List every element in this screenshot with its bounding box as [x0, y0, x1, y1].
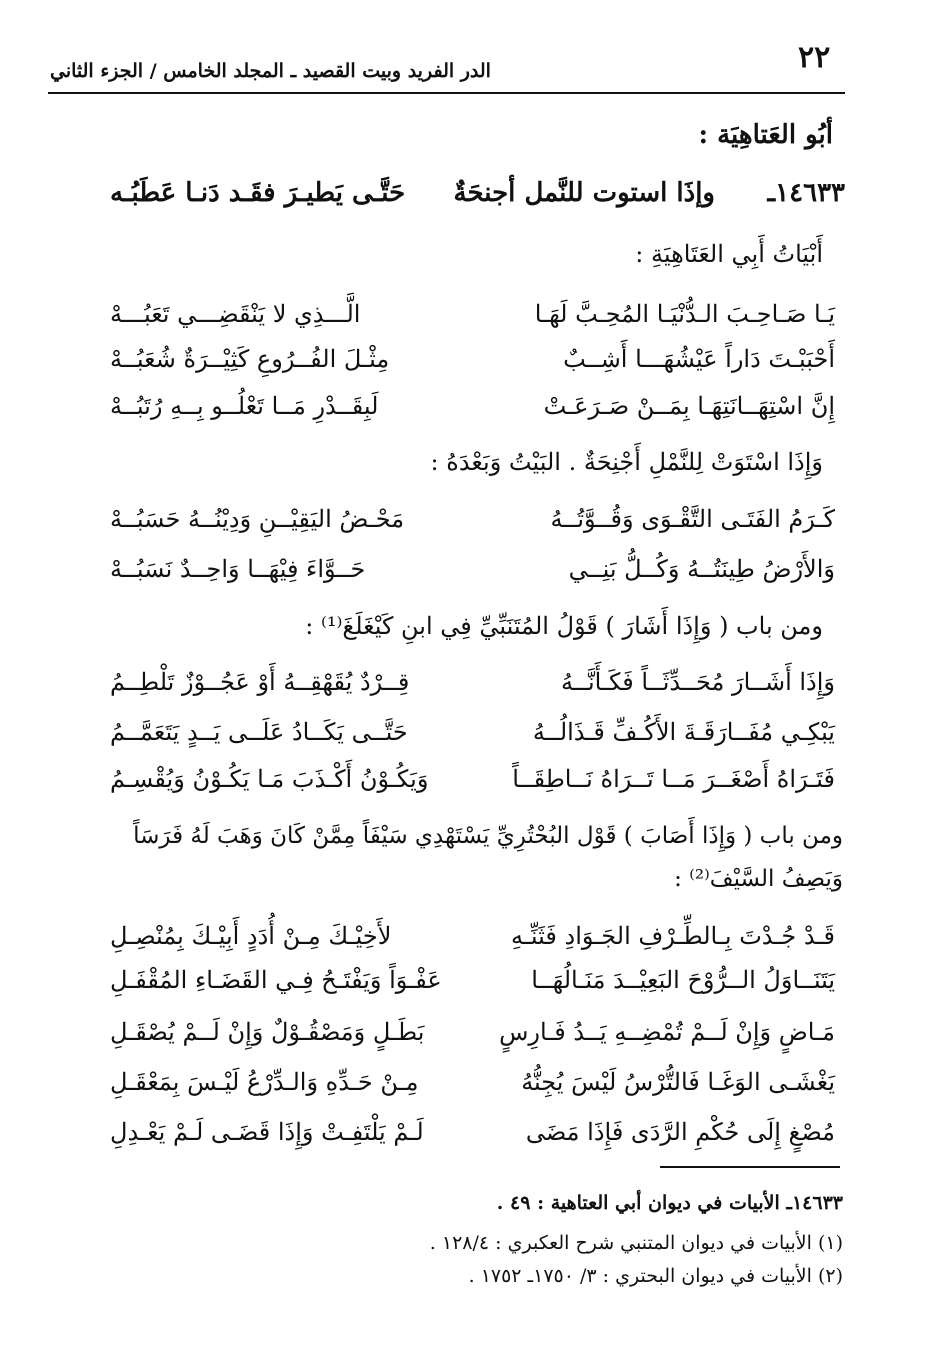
hemistich-first: فَتَـرَاهُ أَصْغَــرَ مَــا تَــرَاهُ نَــاطِقَــاً	[512, 765, 835, 793]
hemistich-first: قَـدْ جُـدْتَ بِـالطِّـرْفِ الجَـوَادِ فَثَنِّـهِ	[511, 922, 835, 950]
running-title: الدر الفريد وبيت القصيد ـ المجلد الخامس / الجزء الثاني	[50, 60, 491, 82]
hemistich-first: كَـرَمُ الفَتَـى التَّقْـوَى وَقُــوَّتُــهُ	[550, 505, 835, 533]
hemistich-second: قِــرْدٌ يُقَهْقِــهُ أَوْ عَجُــوْزٌ تَلْطِــمُ	[110, 668, 410, 696]
page-number: ٢٢	[798, 40, 831, 75]
intro-text: أَبْيَاتُ أَبِي العَتَاهِيَةِ :	[635, 240, 823, 268]
verse-line	[100, 555, 835, 595]
hemistich-second: مَحْـضُ اليَقِيْــنِ وَدِيْنُــهُ حَسَبُــهْ	[110, 505, 405, 533]
verse-line	[100, 966, 835, 1006]
hemistich-second: عَفْـوَاً وَيَفْتَـحُ فِـي القَضَـاءِ المُقْفَـلِ	[110, 966, 442, 994]
header-divider	[48, 92, 845, 94]
verse-line	[100, 300, 835, 340]
verse-line	[100, 922, 835, 962]
verse-line	[100, 668, 835, 708]
hemistich-second: لَبِقَــدْرِ مَــا تَعْلُــو بِــهِ رُتَبُــهْ	[110, 392, 379, 420]
hemistich-first: يَبْكِـي مُفَــارَقَـةَ الأَكُـفِّ قَـذَالُــهُ	[532, 718, 835, 746]
hemistich-first: يَتَنَــاوَلُ الــرُّوْحَ البَعِيْــدَ مَنَـالُهَــا	[531, 966, 835, 994]
hemistich-first: مُصْغٍ إِلَى حُكْمِ الرَّدَى فَإِذَا مَضَى	[525, 1118, 835, 1146]
verse-line	[100, 1118, 835, 1158]
hemistich-first: وَإِذَا أَشَــارَ مُحَــدِّثَــاً فَكَـأَنَّــهُ	[561, 668, 835, 696]
verse-line	[100, 1018, 835, 1058]
hemistich-second: وَيَكُـوْنُ أَكْـذَبَ مَـا يَكُـوْنُ وَيُقْسِـمُ	[110, 765, 429, 793]
verse-line	[100, 718, 835, 758]
entry-hemistich-first: وإذَا استوت للنَّمل أجنحَةٌ	[453, 178, 715, 208]
hemistich-second: حَتَّــى يَكَــادُ عَلَــى يَــدٍ يَتَعَمَّــمُ	[110, 718, 408, 746]
hemistich-second: لأَخِيْـكَ مِـنْ أُدَدٍ أَبِيْـكَ بِمُنْصِـلِ	[110, 922, 392, 950]
intro-text: ومن باب ( وَإِذَا أَشَارَ ) قَوْلُ المُتَنَبِّيِّ فِي ابنِ كَيْغَلَغَ⁽¹⁾ :	[305, 612, 823, 640]
hemistich-second: بَطَـلٍ وَمَصْقُـوْلٌ وَإِنْ لَــمْ يُصْقَـلِ	[110, 1018, 425, 1046]
hemistich-first: يَغْشَـى الوَغَـا فَالتُّرْسُ لَيْسَ يُجِنُّهُ	[521, 1068, 835, 1096]
hemistich-second: مِـنْ حَـدِّهِ وَالـدِّرْعُ لَيْـسَ بِمَعْقَـلِ	[110, 1068, 419, 1096]
hemistich-first: إِنَّ اسْتِهَــانَتِهَـا بِمَــنْ صَـرَعَـتْ	[543, 392, 835, 420]
intro-text: ومن باب ( وَإِذَا أَصَابَ ) قَوْل البُحْتُرِيِّ يَسْتَهْدِي سَيْفَاً مِمَّنْ كَانَ وَهَبَ لَهُ فَرَسَاً	[133, 823, 843, 849]
entry-hemistich-second: حَتَّـى يَطيـرَ فقَـد دَنـا عَطَبُـه	[110, 178, 406, 208]
footnote-divider	[660, 1166, 840, 1168]
verse-line	[100, 392, 835, 432]
hemistich-first: مَـاضٍ وَإِنْ لَــمْ تُمْضِــهِ يَــدُ فَـارِسٍ	[499, 1018, 835, 1046]
footnote: ١٤٦٣٣ـ الأبيات في ديوان أبي العتاهية : ٤٩ .	[496, 1192, 843, 1214]
intro-text: وَيَصِفُ السَّيْفَ⁽²⁾ :	[674, 866, 843, 892]
entry-verse	[100, 178, 845, 218]
hemistich-second: حَــوَّاءَ فِيْهَــا وَاحِــدٌ نَسَبُــهْ	[110, 555, 366, 583]
poet-heading: أبُو العَتاهِيَة :	[698, 120, 833, 150]
hemistich-second: لَـمْ يَلْتَفِـتْ وَإِذَا قَضَـى لَـمْ يَعْـدِلِ	[110, 1118, 424, 1146]
hemistich-second: الَّـــذِي لا يَنْقَضِـــي تَعَبُـــهْ	[110, 300, 361, 328]
entry-number: ١٤٦٣٣ـ	[767, 178, 845, 208]
verse-line	[100, 765, 835, 805]
verse-line	[100, 345, 835, 385]
intro-text: وَإِذَا اسْتَوَتْ لِلنَّمْلِ أَجْنِحَةٌ . البَيْتُ وَبَعْدَهُ :	[430, 448, 823, 476]
hemistich-first: يَـا صَـاحِـبَ الـدُّنْيَـا المُحِـبَّ لَهَـا	[534, 300, 835, 328]
hemistich-first: وَالأَرْضُ طِينَتُــهُ وَكُــلُّ بَنِــي	[568, 555, 835, 583]
footnote: (١) الأبيات في ديوان المتنبي شرح العكبري : ١٢٨/٤ .	[429, 1232, 843, 1254]
verse-line	[100, 1068, 835, 1108]
hemistich-first: أَحْبَبْـتَ دَاراً عَيْشُهَـــا أَشِــبٌ	[563, 345, 835, 373]
footnote: (٢) الأبيات في ديوان البحتري : ٣/ ١٧٥٠ـ ١٧٥٢ .	[468, 1265, 843, 1287]
hemistich-second: مِثْـلَ الفُــرُوعِ كَثِيْــرَةٌ شُعَبُــهْ	[110, 345, 390, 373]
verse-line	[100, 505, 835, 545]
